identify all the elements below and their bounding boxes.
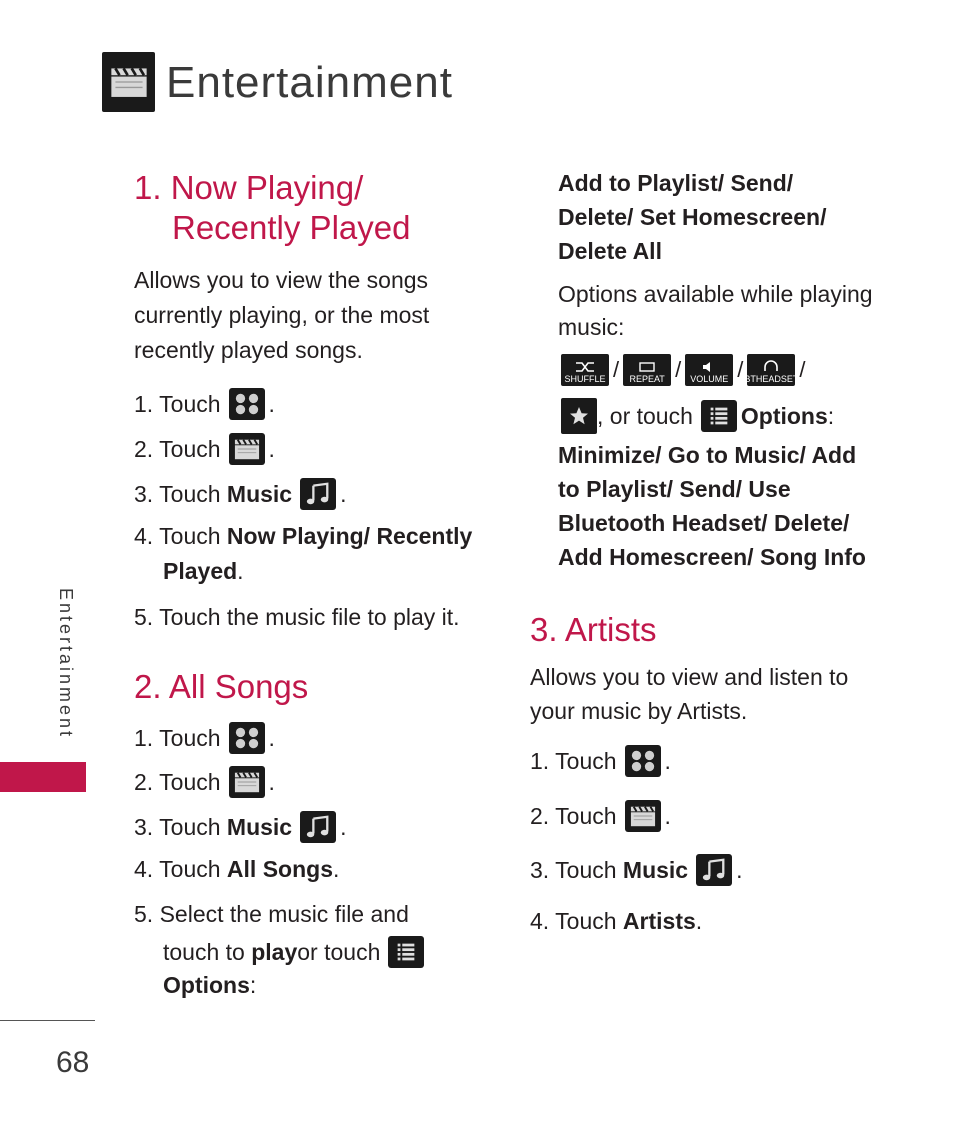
section2-step-4: 4. Touch All Songs . [134,856,340,882]
music-note-icon [300,811,336,843]
volume-icon: VOLUME [685,354,733,386]
section3-description: Allows you to view and listen to your music by Artists. [530,664,849,724]
section1-description: Allows you to view the songs currently playing, or the most recently played songs. [134,267,430,363]
section1-step-4: 4. Touch Now Playing/ Recently [134,523,473,549]
music-note-icon [300,478,336,510]
page-title: Entertainment [166,58,453,107]
entertainment-clapper-icon [102,52,155,112]
section2-heading: 2. All Songs [134,668,309,705]
section2-while-playing: Options available while playing music: [558,281,873,340]
menu-grid-icon [625,745,661,777]
section2-step-3: 3. Touch Music . [134,811,347,843]
playback-icons-row: SHUFFLE / REPEAT / VOLUME / BTHEADSET / [561,354,810,386]
section3-step-4: 4. Touch Artists . [530,908,703,934]
side-section-label: Entertainment [56,588,76,740]
section2-playing-options: Minimize/ Go to Music/ Add to Playlist/ Send/ Use Bluetooth Headset/ Delete/ Add Homescreen/ Song Info [558,442,866,570]
clapper-icon [229,433,265,465]
star-icon [561,398,597,434]
shuffle-icon: SHUFFLE [561,354,609,386]
options-list-icon [701,400,737,432]
section1-step-5: 5. Touch the music file to play it. [134,604,460,630]
section2-options-list: Add to Playlist/ Send/ Delete/ Set Homescreen/ Delete All [558,170,827,264]
section3-step-3: 3. Touch Music . [530,854,743,886]
bluetooth-headset-icon: BTHEADSET [747,354,795,386]
section2-step-5-cont: touch to play or touch [163,936,428,968]
repeat-icon: REPEAT [623,354,671,386]
clapper-icon [229,766,265,798]
section1-step-2: 2. Touch . [134,433,275,465]
section3-step-2: 2. Touch . [530,800,671,832]
section3-step-1: 1. Touch . [530,745,671,777]
menu-grid-icon [229,388,265,420]
page-number: 68 [56,1046,90,1079]
options-list-icon [388,936,424,968]
music-note-icon [696,854,732,886]
footer-rule [0,1020,95,1021]
section1-heading-line2: Recently Played [172,209,411,246]
section2-step-5-options: Options : [163,972,257,998]
favorite-options-row: , or touch Options : [561,398,834,434]
section1-heading-line1: 1. Now Playing/ [134,169,364,206]
section1-step-3: 3. Touch Music . [134,478,347,510]
side-section-tab [0,762,86,792]
clapper-icon [625,800,661,832]
section2-step-2: 2. Touch . [134,766,275,798]
section2-step-1: 1. Touch . [134,722,275,754]
section2-step-5: 5. Select the music file and [134,901,409,927]
menu-grid-icon [229,722,265,754]
section3-heading: 3. Artists [530,611,657,648]
section1-step-1: 1. Touch . [134,388,275,420]
section1-step-4-cont: Played . [163,558,244,584]
